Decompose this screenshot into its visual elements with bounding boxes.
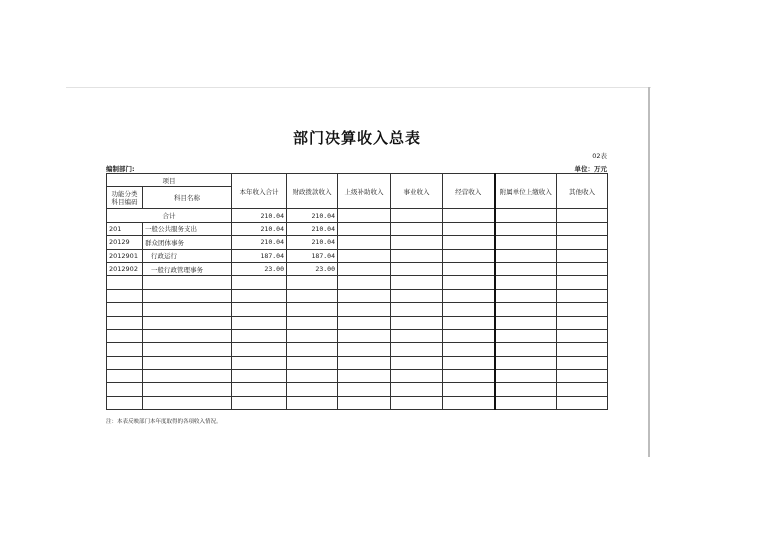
header-col-5: 经营收入 <box>443 174 495 209</box>
row-name: 一般公共服务支出 <box>143 222 232 235</box>
empty-row <box>107 356 608 369</box>
header-col-6: 附属单位上缴收入 <box>495 174 557 209</box>
form-number: 02表 <box>592 152 607 160</box>
row-name: 群众团体事务 <box>143 236 232 249</box>
cell-value <box>338 222 391 235</box>
cell-value: 210.04 <box>287 209 338 222</box>
cell-value <box>557 222 608 235</box>
row-code: 2012902 <box>107 262 143 275</box>
empty-row <box>107 370 608 383</box>
row-code: 2012901 <box>107 249 143 262</box>
cell-value: 210.04 <box>232 209 287 222</box>
empty-row <box>107 303 608 316</box>
cell-value: 210.04 <box>232 222 287 235</box>
empty-row <box>107 316 608 329</box>
row-code: 201 <box>107 222 143 235</box>
cell-value <box>391 222 443 235</box>
cell-value <box>338 236 391 249</box>
cell-value <box>443 236 495 249</box>
cell-value <box>557 262 608 275</box>
cell-value: 210.04 <box>287 222 338 235</box>
header-col-7: 其他收入 <box>557 174 608 209</box>
table-row <box>107 262 608 275</box>
header-col-2: 财政拨款收入 <box>287 174 338 209</box>
empty-row <box>107 289 608 302</box>
header-subject-name: 科目名称 <box>143 187 232 209</box>
page-edge-right <box>648 87 650 457</box>
header-row-1 <box>107 174 608 187</box>
header-func-code: 功能分类 科目编码 <box>107 187 143 209</box>
header-col-3: 上级补助收入 <box>338 174 391 209</box>
cell-value <box>495 209 557 222</box>
cell-value: 23.00 <box>287 262 338 275</box>
unit-label: 单位：万元 <box>574 165 607 173</box>
cell-value <box>391 249 443 262</box>
cell-value <box>443 222 495 235</box>
cell-value <box>495 262 557 275</box>
table-row <box>107 249 608 262</box>
cell-value: 23.00 <box>232 262 287 275</box>
income-summary-table <box>106 173 608 410</box>
cell-value <box>495 249 557 262</box>
report-title: 部门决算收入总表 <box>292 129 421 147</box>
table-row-total <box>107 209 608 222</box>
page-edge-top <box>66 87 651 88</box>
cell-value <box>443 209 495 222</box>
row-name: 一般行政管理事务 <box>143 262 232 275</box>
cell-value <box>495 222 557 235</box>
cell-value <box>391 262 443 275</box>
cell-value <box>443 249 495 262</box>
empty-row <box>107 276 608 289</box>
header-col-1: 本年收入合计 <box>232 174 287 209</box>
cell-value <box>495 236 557 249</box>
empty-row <box>107 383 608 396</box>
footnote: 注：本表反映部门本年度取得的各项收入情况。 <box>106 419 222 425</box>
cell-value <box>391 209 443 222</box>
empty-row <box>107 343 608 356</box>
cell-value <box>338 249 391 262</box>
cell-value: 187.04 <box>287 249 338 262</box>
table-row <box>107 236 608 249</box>
cell-value <box>557 236 608 249</box>
row-name: 行政运行 <box>143 249 232 262</box>
cell-value <box>391 236 443 249</box>
cell-value <box>338 209 391 222</box>
row-total-name: 合计 <box>107 209 232 222</box>
empty-row <box>107 329 608 342</box>
cell-value: 187.04 <box>232 249 287 262</box>
cell-value <box>443 262 495 275</box>
cell-value <box>338 262 391 275</box>
row-code: 20129 <box>107 236 143 249</box>
cell-value <box>557 249 608 262</box>
empty-row <box>107 396 608 409</box>
table-row <box>107 222 608 235</box>
cell-value <box>557 209 608 222</box>
cell-value: 210.04 <box>287 236 338 249</box>
cell-value: 210.04 <box>232 236 287 249</box>
org-label: 编制部门: <box>106 165 135 173</box>
header-item: 项目 <box>107 174 232 187</box>
header-col-4: 事业收入 <box>391 174 443 209</box>
